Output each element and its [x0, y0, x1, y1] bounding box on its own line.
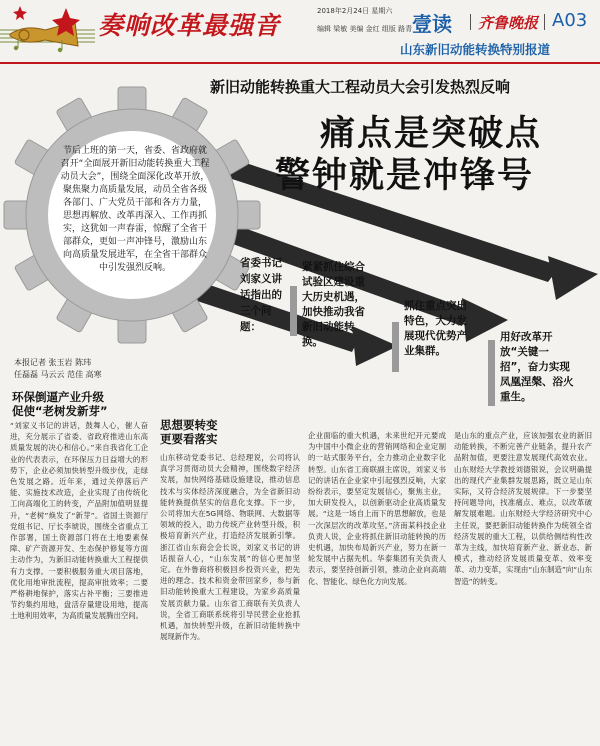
main-headline-line1: 痛点是突破点	[320, 114, 543, 154]
subhead-left-1: 环保倒逼产业升级	[12, 390, 104, 404]
lead-paragraph: 节后上班的第一天，省委、省政府就召开“全面展开新旧动能转换重大工程动员大会”，围绕全面深化改革开放，聚焦聚力高质量发展，动员全省各级各部门、广大党员干部和各方力量，思想再解放、改革再深入、工作再抓实，这犹如一声春雷，惊醒了全省干部群众，更如一声冲锋号，激励山东向高质量发展进军，在全省干部群众中引发强烈反响。	[60, 146, 210, 273]
byline-line: 任磊磊 马云云 范佳 高寒	[14, 370, 102, 379]
body-column-2: 山东移动党委书记、总经理说，公司将认真学习贯彻动员大会精神，围绕数字经济发展，加快网络基础设施建设，推动信息技术与实体经济深度融合，为全省新旧动能转换提供坚实的信息化支撑。下一步，公司将加大在5G网络、物联网、大数据等领域的投入，助力传统产业转型升级，积极培育新兴产业，打造经济发展新引擎。浙江省山东商会会长说，刘家义书记的讲话振奋人心，“山东发展”的信心更加坚定。在外鲁商将积极回乡投资兴业，把先进的理念、技术和资金带回家乡，参与新旧动能转换重大工程建设，为家乡高质量发展贡献力量。山东省工商联有关负责人说，全省工商联系统将引导民营企业抢抓机遇，加快转型升级，在新旧动能转换中展现新作为。	[160, 453, 300, 642]
divider	[544, 14, 545, 30]
byline-line: 本报记者 张玉岩 陈玮	[14, 358, 92, 367]
main-headline-line2: 警钟就是冲锋号	[275, 156, 535, 196]
section-name: 壹读	[412, 12, 452, 36]
page-number: A03	[552, 10, 588, 31]
body-column-4: 是山东的重点产业，应该加强农业的新旧动能转换，不断完善产业链条，提升农产品附加值，更要注意发展现代高效农业。山东财经大学教授刘德银说，会议明确提出的现代产业集群发展思路，既立足山东实际，又符合经济发展规律。下一步要坚持问题导向，找准痛点、难点，以改革破解发展难题。山东财经大学经济研究中心主任说，要把新旧动能转换作为统领全省经济发展的重大工程，以供给侧结构性改革为主线，加快培育新产业、新业态、新模式，推动经济发展质量变革、效率变革、动力变革，实现由“山东制造”向“山东智造”的转变。	[454, 431, 592, 586]
paper-logo: 齐鲁晚报	[478, 14, 539, 32]
banner-title: 奏响改革最强音	[98, 11, 281, 40]
divider	[470, 14, 471, 30]
editorial-staff: 编辑 梁敏 美编 金红 组版 路青	[317, 25, 413, 33]
point-1: 紧紧抓住综合试验区建设重大历史机遇，加快推动我省新旧动能转换。	[302, 261, 365, 348]
subhead-mid-1: 思想要转变	[160, 418, 218, 432]
point-3: 用好改革开放“关键一招”，奋力实现凤凰涅槃、浴火重生。	[500, 331, 574, 403]
point-2: 抓住重点突出特色，大力发展现代优势产业集群。	[404, 300, 467, 357]
publication-date: 2018年2月24日 星期六	[317, 7, 393, 15]
subhead-left-2: 促使“老树发新芽”	[12, 404, 108, 418]
kicker-headline: 新旧动能转换重大工程动员大会引发热烈反响	[210, 78, 511, 96]
speaker-question: 省委书记刘家义讲话指出的三个问题：	[240, 257, 282, 333]
body-column-3: 企业面临的重大机遇，未来世纪开元要成为中国中小微企业的营销网络和企业定制的一站式服务平台，全力推动企业数字化转型。山东省工商联副主席说，刘家义书记的讲话在企业家中引起强烈反响，大家纷纷表示，要坚定发展信心，聚焦主业，加大研发投入，以创新驱动企业高质量发展。“这是一场自上而下的思想解放，也是一次深层次的改革攻坚。”济南某科技企业负责人说，企业将抓住新旧动能转换的历史机遇，加快布局新兴产业，努力在新一轮发展中占据先机。华泰集团有关负责人表示，要坚持创新引领，推动企业向高端化、智能化、绿色化方向发展。	[308, 431, 446, 586]
special-report-label: 山东新旧动能转换特别报道	[400, 42, 551, 57]
body-column-1: “刘家义书记的讲话，鼓舞人心，催人奋进，充分展示了省委、省政府推进山东高质量发展的决心和信心。”来自我省化工企业的代表表示，在环保压力日益增大的形势下，企业必须加快转型升级步伐，走绿色发展之路。近年来，通过关停落后产能、实施技术改造，企业实现了由传统化工向高端化工的转变，产品附加值明显提升，“老树”焕发了“新芽”。省国土资源厅党组书记、厅长李琥说，围绕全省重点工作部署，国土资源部门将在土地要素保障、矿产资源开发、生态保护修复等方面主动作为，为新旧动能转换重大工程提供有力支撑。一要积极服务重大项目落地，优化用地审批流程，提高审批效率；二要严格耕地保护，落实占补平衡；三要推进节约集约用地，盘活存量建设用地，提高土地利用效率，为高质量发展腾出空间。	[10, 421, 148, 621]
subhead-mid-2: 更要看落实	[160, 432, 218, 446]
bylines	[14, 357, 194, 381]
trumpet-decoration-icon	[0, 0, 100, 62]
